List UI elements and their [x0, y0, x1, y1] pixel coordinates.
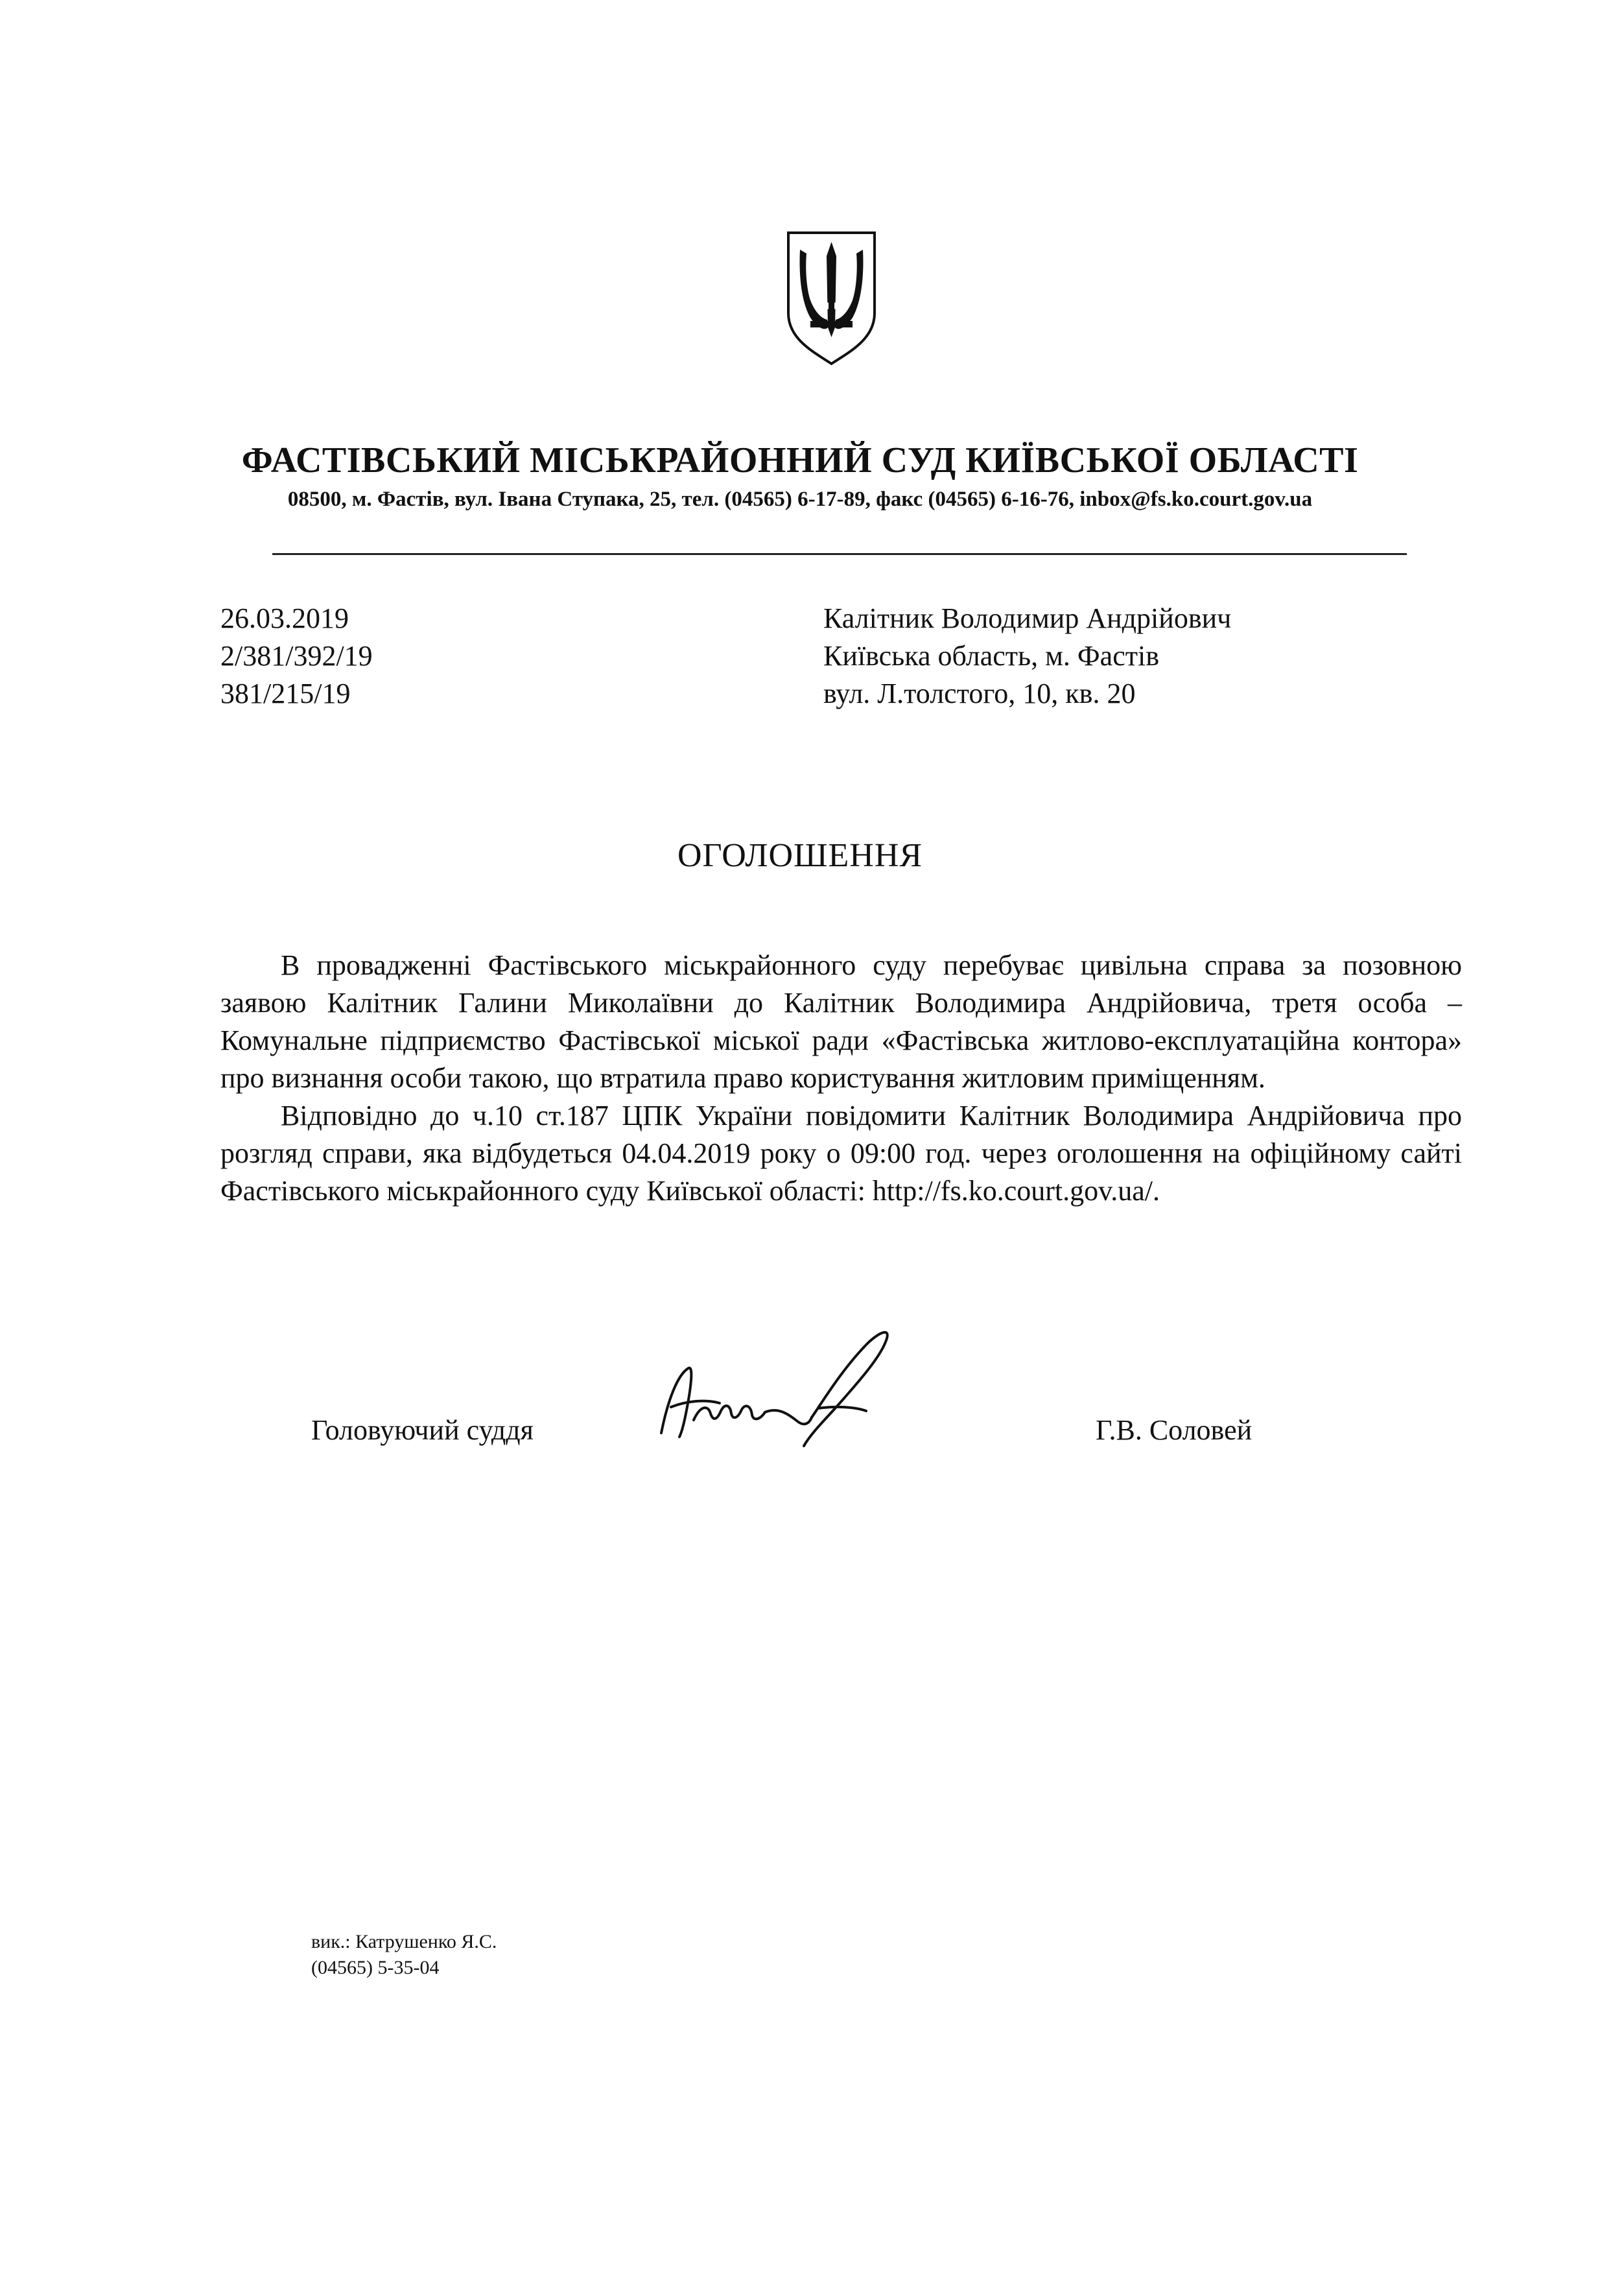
outgoing-number: 381/215/19: [220, 678, 351, 709]
signatory-role: Головуючий суддя: [311, 1414, 534, 1446]
case-number: 2/381/392/19: [220, 640, 373, 672]
addressee-street: вул. Л.толстого, 10, кв. 20: [823, 678, 1136, 709]
addressee-name: Калітник Володимир Андрійович: [823, 602, 1232, 634]
executor-name: вик.: Катрушенко Я.С.: [311, 1931, 497, 1952]
executor-info: [311, 1929, 497, 1981]
addressee-city: Київська область, м. Фастів: [823, 640, 1159, 672]
body-paragraph: Відповідно до ч.10 ст.187 ЦПК України повідомити Калітник Володимира Андрійовича про розгляд справи, яка відбудеться 04.04.2019 року о 09:00 год. через оголошення на офіційному сайті Фастівського міськрайонного суду Київської області: http://fs.ko.court.gov.ua/.: [220, 1100, 1462, 1207]
document-references: [220, 600, 373, 713]
trident-emblem-icon: [784, 230, 878, 366]
court-contacts: 08500, м. Фастів, вул. Івана Ступака, 25, тел. (04565) 6-17-89, факс (04565) 6-16-76, inbox@fs.ko.court.gov.ua: [287, 488, 1313, 511]
body-paragraph: В провадженні Фастівського міськрайонного суду перебуває цивільна справа за позовною заявою Калітник Галини Миколаївни до Калітник Володимира Андрійовича, третя особа – Комунальне підприємство Фастівської міської ради «Фастівська житлово-експлуатаційна контора» про визнання особи такою, що втратила право користування житловим приміщенням.: [220, 949, 1462, 1094]
signatory-name: Г.В. Соловей: [1096, 1414, 1253, 1446]
header-divider: [272, 553, 1407, 555]
handwritten-signature: [648, 1323, 921, 1459]
addressee-block: [823, 600, 1231, 713]
court-name: ФАСТІВСЬКИЙ МІСЬКРАЙОННИЙ СУД КИЇВСЬКОЇ ОБЛАСТІ: [241, 440, 1359, 480]
document-title: ОГОЛОШЕННЯ: [677, 837, 923, 874]
announcement-body: [220, 947, 1462, 1210]
document-date: 26.03.2019: [220, 602, 349, 634]
executor-phone: (04565) 5-35-04: [311, 1957, 440, 1978]
